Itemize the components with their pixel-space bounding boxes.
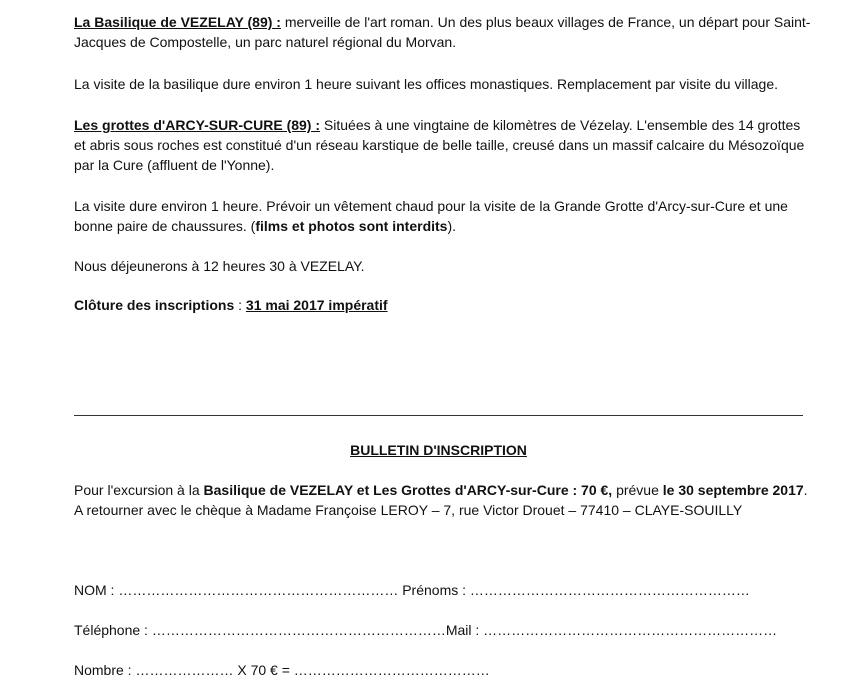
grottes-title: Les grottes d'ARCY-SUR-CURE (89) :: [74, 117, 321, 133]
paragraph-visit-grottes: [74, 196, 814, 236]
visit-grottes-end: ).: [447, 218, 457, 234]
form-row-nom[interactable]: NOM : …………………………………………………… Prénoms : ……………………………………………………: [74, 582, 750, 598]
separator-line: [74, 415, 803, 416]
form-row-telephone[interactable]: Téléphone : ………………………………………………………Mail : ………………………………………………………: [74, 622, 778, 638]
bulletin-b1: Basilique de VEZELAY et Les Grottes d'ARCY-sur-Cure : 70 €,: [203, 482, 613, 498]
deadline-sep: :: [234, 297, 246, 313]
deadline-date: 31 mai 2017 impératif: [245, 297, 388, 313]
bulletin-b2: le 30 septembre 2017: [662, 482, 804, 498]
deadline-label: Clôture des inscriptions: [74, 297, 235, 313]
vezelay-text: merveille de l'art roman. Un des plus beaux villages de France, un départ pour Saint-Jacques de Compostelle, un parc naturel régional du Morvan.: [74, 14, 811, 50]
grottes-text: Situées à une vingtaine de kilomètres de Vézelay. L'ensemble des 14 grottes et abris sous roches est constitué d'un réseau karstique de belle taille, creusé dans un massif calcaire du Mésozoïque par la Cure (affluent de l'Yonne).: [74, 117, 805, 173]
paragraph-vezelay: [74, 12, 814, 52]
bulletin-heading: BULLETIN D'INSCRIPTION: [350, 442, 527, 458]
visit-grottes-bold: films et photos sont interdits: [255, 218, 448, 234]
paragraph-visit-basilica: La visite de la basilique dure environ 1 heure suivant les offices monastiques. Remplacement par visite du village.: [74, 76, 779, 92]
vezelay-title: La Basilique de VEZELAY (89) :: [74, 14, 281, 30]
visit-grottes-text: La visite dure environ 1 heure. Prévoir un vêtement chaud pour la visite de la Grande Grotte d'Arcy-sur-Cure et une bonne paire de chaussures. (: [74, 198, 788, 234]
paragraph-lunch: Nous déjeunerons à 12 heures 30 à VEZELAY.: [74, 258, 365, 274]
paragraph-deadline: [74, 295, 814, 315]
bulletin-t3: . A retourner avec le chèque à Madame Françoise LEROY – 7, rue Victor Drouet – 77410 – CLAYE-SOUILLY: [74, 482, 808, 518]
form-row-nombre[interactable]: Nombre : ………………… X 70 € = ……………………………………: [74, 662, 490, 678]
bulletin-text: [74, 480, 814, 520]
bulletin-t2: prévue: [612, 482, 663, 498]
paragraph-grottes: [74, 115, 814, 175]
bulletin-t1: Pour l'excursion à la: [74, 482, 204, 498]
